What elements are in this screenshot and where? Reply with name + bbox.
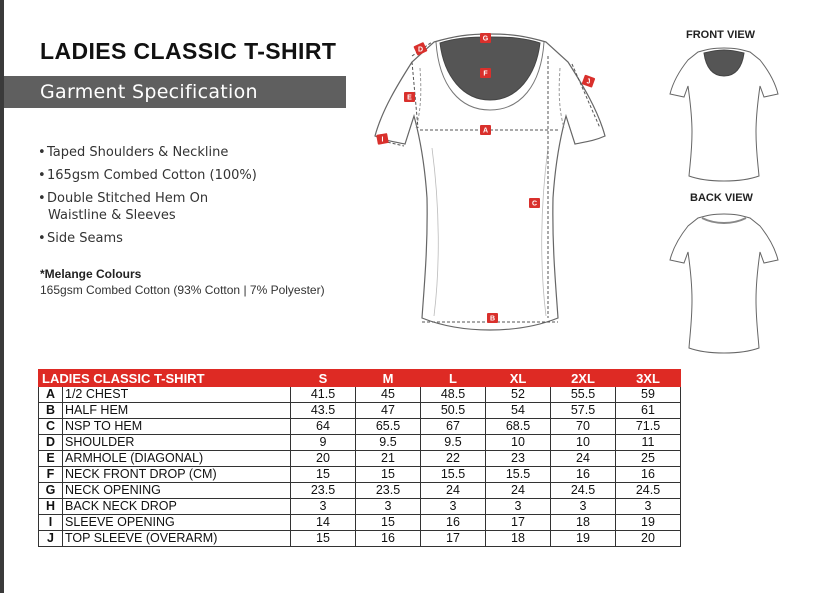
svg-text:J: J (586, 78, 591, 86)
row-value-l: 24 (421, 483, 486, 499)
row-value-2xl: 57.5 (551, 403, 616, 419)
row-value-3xl: 16 (616, 467, 681, 483)
row-value-l: 9.5 (421, 435, 486, 451)
front-view-label: FRONT VIEW (686, 29, 756, 41)
row-measurement-name: TOP SLEEVE (OVERARM) (63, 531, 291, 547)
row-code: I (39, 515, 63, 531)
diagram-label-e (404, 92, 415, 102)
table-row (39, 483, 681, 499)
row-measurement-name: SLEEVE OPENING (63, 515, 291, 531)
row-code: D (39, 435, 63, 451)
row-value-xl: 52 (486, 387, 551, 403)
row-value-l: 15.5 (421, 467, 486, 483)
svg-text:G: G (482, 35, 489, 43)
row-code: F (39, 467, 63, 483)
size-header: 3XL (616, 370, 681, 387)
row-value-2xl: 10 (551, 435, 616, 451)
row-code: A (39, 387, 63, 403)
feature-list (38, 144, 338, 253)
row-measurement-name: SHOULDER (63, 435, 291, 451)
row-value-l: 16 (421, 515, 486, 531)
tshirt-back-view (668, 212, 780, 354)
row-value-3xl: 19 (616, 515, 681, 531)
page-subtitle: Garment Specification (40, 81, 258, 103)
row-measurement-name: HALF HEM (63, 403, 291, 419)
row-value-s: 20 (291, 451, 356, 467)
row-value-s: 41.5 (291, 387, 356, 403)
row-value-2xl: 16 (551, 467, 616, 483)
row-value-3xl: 11 (616, 435, 681, 451)
row-code: J (39, 531, 63, 547)
row-value-m: 23.5 (356, 483, 421, 499)
row-value-xl: 24 (486, 483, 551, 499)
row-code: H (39, 499, 63, 515)
back-view-label: BACK VIEW (690, 192, 753, 204)
diagram-label-c (529, 198, 540, 208)
table-row (39, 419, 681, 435)
row-value-s: 9 (291, 435, 356, 451)
svg-text:I: I (381, 136, 384, 144)
svg-text:C: C (531, 200, 538, 208)
row-code: B (39, 403, 63, 419)
row-value-m: 16 (356, 531, 421, 547)
row-code: C (39, 419, 63, 435)
feature-item: •Taped Shoulders & Neckline (38, 145, 229, 160)
row-value-s: 15 (291, 531, 356, 547)
row-value-xl: 15.5 (486, 467, 551, 483)
row-value-m: 3 (356, 499, 421, 515)
row-value-3xl: 71.5 (616, 419, 681, 435)
melange-text: 165gsm Combed Cotton (93% Cotton | 7% Polyester) (40, 283, 325, 297)
size-spec-table (38, 369, 681, 547)
table-row (39, 467, 681, 483)
row-value-xl: 18 (486, 531, 551, 547)
row-value-3xl: 61 (616, 403, 681, 419)
row-value-2xl: 70 (551, 419, 616, 435)
table-row (39, 387, 681, 403)
row-measurement-name: NECK OPENING (63, 483, 291, 499)
row-value-s: 23.5 (291, 483, 356, 499)
table-row (39, 403, 681, 419)
row-value-s: 43.5 (291, 403, 356, 419)
size-header: 2XL (551, 370, 616, 387)
row-value-m: 9.5 (356, 435, 421, 451)
row-value-l: 17 (421, 531, 486, 547)
row-value-3xl: 24.5 (616, 483, 681, 499)
feature-item: •Side Seams (38, 231, 123, 246)
row-value-2xl: 24 (551, 451, 616, 467)
row-code: G (39, 483, 63, 499)
row-value-3xl: 25 (616, 451, 681, 467)
diagram-label-i (376, 133, 389, 145)
feature-item: •Double Stitched Hem On Waistline & Sleeves (38, 191, 209, 223)
row-measurement-name: NECK FRONT DROP (CM) (63, 467, 291, 483)
row-value-xl: 23 (486, 451, 551, 467)
row-value-3xl: 3 (616, 499, 681, 515)
row-measurement-name: 1/2 CHEST (63, 387, 291, 403)
diagram-label-f (480, 68, 491, 78)
svg-text:D: D (417, 46, 424, 54)
row-value-3xl: 59 (616, 387, 681, 403)
row-measurement-name: ARMHOLE (DIAGONAL) (63, 451, 291, 467)
row-value-2xl: 19 (551, 531, 616, 547)
row-value-l: 50.5 (421, 403, 486, 419)
row-value-s: 3 (291, 499, 356, 515)
row-value-2xl: 18 (551, 515, 616, 531)
row-value-xl: 17 (486, 515, 551, 531)
row-value-xl: 10 (486, 435, 551, 451)
table-row (39, 499, 681, 515)
size-header: XL (486, 370, 551, 387)
row-value-m: 15 (356, 515, 421, 531)
tshirt-measurement-diagram (360, 28, 620, 338)
table-row (39, 515, 681, 531)
table-row (39, 451, 681, 467)
size-header: S (291, 370, 356, 387)
svg-text:B: B (489, 315, 496, 323)
row-value-m: 47 (356, 403, 421, 419)
svg-text:F: F (483, 70, 488, 78)
row-value-l: 48.5 (421, 387, 486, 403)
table-row (39, 531, 681, 547)
melange-heading: *Melange Colours (40, 267, 142, 281)
row-value-l: 22 (421, 451, 486, 467)
row-value-l: 3 (421, 499, 486, 515)
row-measurement-name: NSP TO HEM (63, 419, 291, 435)
table-title: LADIES CLASSIC T-SHIRT (39, 370, 291, 387)
diagram-label-b (487, 313, 498, 323)
svg-text:A: A (482, 127, 489, 135)
row-value-3xl: 20 (616, 531, 681, 547)
row-code: E (39, 451, 63, 467)
diagram-label-j (582, 75, 596, 88)
feature-item: •165gsm Combed Cotton (100%) (38, 168, 257, 183)
diagram-label-a (480, 125, 491, 135)
row-value-m: 21 (356, 451, 421, 467)
table-row (39, 435, 681, 451)
tshirt-front-view (668, 46, 780, 182)
size-header: M (356, 370, 421, 387)
row-value-xl: 3 (486, 499, 551, 515)
size-header: L (421, 370, 486, 387)
diagram-label-g (480, 33, 491, 43)
row-value-2xl: 55.5 (551, 387, 616, 403)
row-value-m: 45 (356, 387, 421, 403)
row-value-l: 67 (421, 419, 486, 435)
row-value-m: 15 (356, 467, 421, 483)
row-value-s: 15 (291, 467, 356, 483)
row-value-xl: 54 (486, 403, 551, 419)
row-value-2xl: 3 (551, 499, 616, 515)
page-title: LADIES CLASSIC T-SHIRT (40, 38, 337, 64)
row-value-s: 14 (291, 515, 356, 531)
svg-text:E: E (407, 94, 412, 102)
row-value-s: 64 (291, 419, 356, 435)
table-header-row (39, 370, 681, 387)
row-measurement-name: BACK NECK DROP (63, 499, 291, 515)
row-value-m: 65.5 (356, 419, 421, 435)
row-value-2xl: 24.5 (551, 483, 616, 499)
row-value-xl: 68.5 (486, 419, 551, 435)
